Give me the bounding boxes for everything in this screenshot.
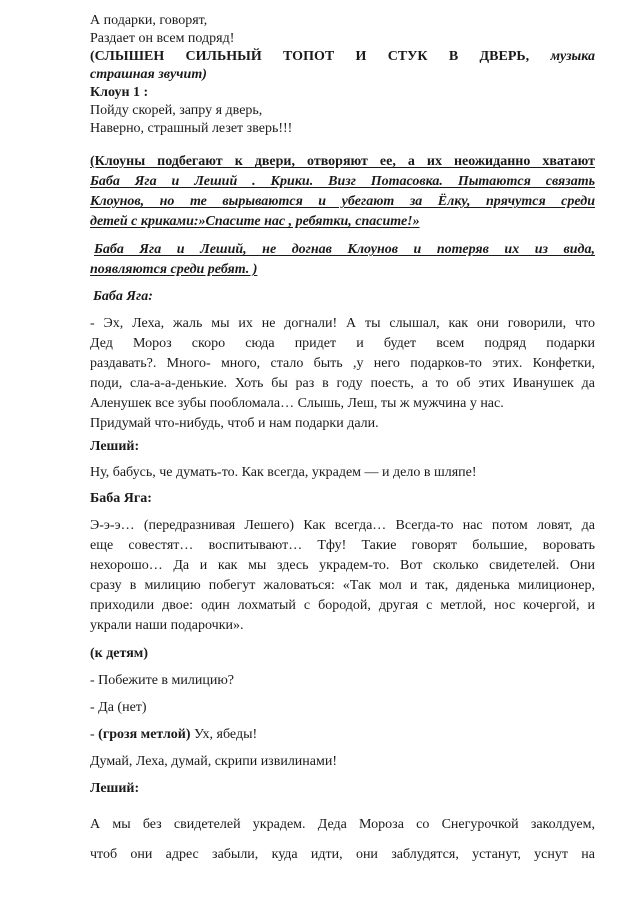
document-page	[90, 12, 595, 870]
stage-direction: (к детям)	[90, 646, 148, 661]
dialogue-line: - Эх, Леха, жаль мы их не догнали! А ты слышал, как они говорили, что	[90, 316, 595, 331]
stage-direction-inline: (грозя метлой)	[98, 727, 191, 742]
stage-direction: страшная звучит)	[90, 67, 207, 82]
dialogue-line: чтоб они адрес забыли, куда идти, они заблудятся, устанут, уснут на	[90, 847, 595, 862]
stage-direction	[90, 48, 595, 66]
stage-direction: детей с криками:»Спасите нас , ребятки, спасите!»	[90, 214, 420, 229]
verse-line: Наверно, страшный лезет зверь!!!	[90, 121, 293, 136]
dialogue-line: Придумай что-нибудь, чтоб и нам подарки дали.	[90, 416, 379, 431]
stage-direction: Баба Яга и Леший . Крики. Визг Потасовка. Пытаются связать	[90, 174, 595, 189]
dialogue-line: Думай, Леха, думай, скрипи извилинами!	[90, 754, 338, 769]
verse-line: Пойду скорей, запру я дверь,	[90, 103, 263, 118]
dialogue-line: Э-э-э… (передразнивая Лешего) Как всегда… Всегда-то нас потом ловят, да	[90, 518, 595, 533]
dialogue-line: поди, сла-а-а-денькие. Хоть бы раз в году поесть, а то об этих Иванушек да	[90, 376, 595, 391]
stage-direction: (Клоуны подбегают к двери, отворяют ее, а их неожиданно хватают	[90, 154, 595, 169]
dialogue-line: приходили двое: один лохматый с бородой, другая с метлой, нос кочергой, и	[90, 598, 595, 613]
speaker-name: Леший:	[90, 781, 140, 796]
dialogue-line: раздавать?. Много- много, стало быть ,у него подарков-то этих. Конфетки,	[90, 356, 595, 371]
dialogue-line: Аленушек все зубы пообломала… Слышь, Леш, ты ж мужчина у нас.	[90, 396, 504, 411]
stage-direction: появляются среди ребят. )	[90, 262, 258, 277]
dialogue-line	[90, 721, 595, 748]
dialogue-line: - Побежите в милицию?	[90, 673, 235, 688]
speaker-name: Баба Яга:	[93, 289, 153, 304]
verse-line: Раздает он всем подряд!	[90, 31, 235, 46]
speaker-name: Леший:	[90, 439, 140, 454]
stage-direction: Клоунов, но те вырываются и убегают за Ёлку, прячутся среди	[90, 194, 595, 209]
dialogue-line: А мы без свидетелей украдем. Деда Мороза со Снегурочкой заколдуем,	[90, 817, 595, 832]
speaker-name: Баба Яга:	[90, 491, 152, 506]
stage-direction: Баба Яга и Леший, не догнав Клоунов и потеряв их из вида,	[94, 242, 595, 257]
verse-line: А подарки, говорят,	[90, 13, 208, 28]
stage-direction-italic: музыка	[550, 49, 595, 64]
dialogue-text: Ух, ябеды!	[190, 727, 258, 742]
dialogue-line: Ну, бабусь, че думать-то. Как всегда, украдем — и дело в шляпе!	[90, 465, 477, 480]
dialogue-line: Дед Мороз скоро сюда придет и будет всем подряд подарки	[90, 336, 595, 351]
dialogue-line: украли наши подарочки».	[90, 618, 244, 633]
dialogue-dash: -	[90, 727, 99, 742]
dialogue-line: нехорошо… Да и как мы здесь украдем-то. Вот сколько свидетелей. Они	[90, 558, 595, 573]
speaker-name: Клоун 1 :	[90, 85, 149, 100]
stage-direction-text: (СЛЫШЕН СИЛЬНЫЙ ТОПОТ И СТУК В ДВЕРЬ,	[90, 49, 530, 64]
dialogue-line: сразу в милицию побегут жаловаться: «Так мол и так, дяденька милиционер,	[90, 578, 595, 593]
dialogue-line: - Да (нет)	[90, 700, 147, 715]
dialogue-line: еще совестят… воспитывают… Тфу! Такие говорят большие, воровать	[90, 538, 595, 553]
